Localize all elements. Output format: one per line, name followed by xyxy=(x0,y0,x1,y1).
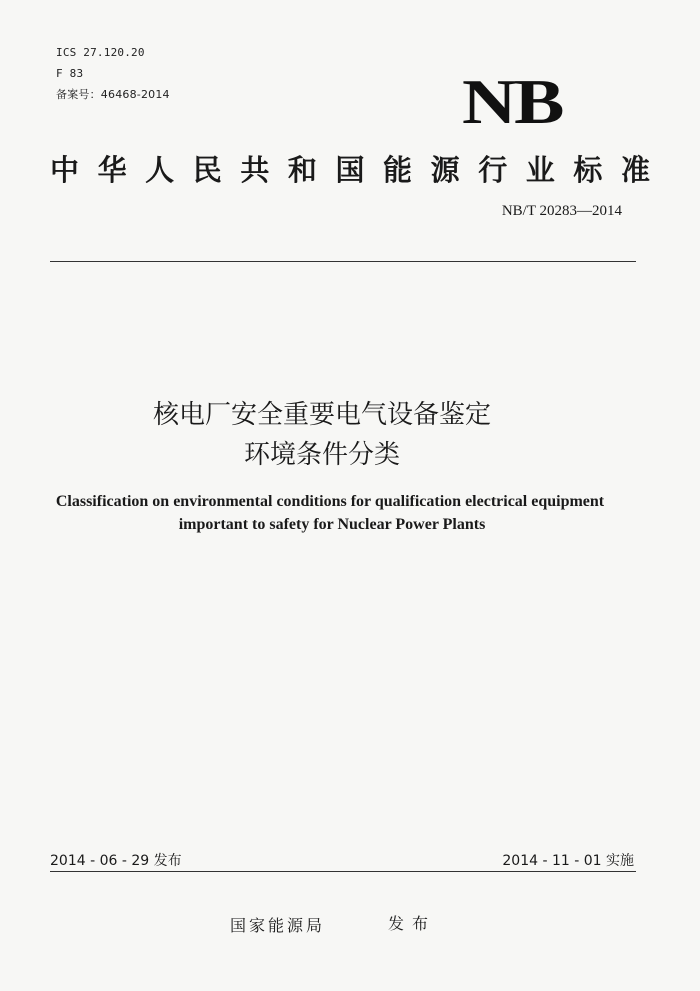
industry-title-char: 源 xyxy=(430,153,460,187)
bottom-divider xyxy=(50,871,636,872)
industry-title-char: 标 xyxy=(573,153,603,187)
publish-label: 发布 xyxy=(388,914,437,933)
chinese-title-line-1: 核电厂安全重要电气设备鉴定 xyxy=(152,400,491,430)
industry-title-char: 民 xyxy=(192,153,222,187)
english-title-line-1: Classification on environmental conditions for qualification electrical equipment xyxy=(55,493,605,510)
english-title-line-2: important to safety for Nuclear Power Plants xyxy=(178,516,486,533)
publisher-name: 国家能源局 xyxy=(230,916,326,935)
ics-code: ICS 27.120.20 xyxy=(56,46,145,59)
industry-title-char: 人 xyxy=(145,153,175,187)
industry-title-char: 能 xyxy=(383,153,413,187)
top-divider xyxy=(50,261,636,262)
industry-title-char: 国 xyxy=(335,153,365,187)
industry-standard-title xyxy=(50,148,650,189)
record-number: 备案号：46468-2014 xyxy=(56,88,170,101)
nb-logo: NB xyxy=(462,66,563,137)
industry-title-char: 共 xyxy=(240,153,270,187)
release-date: 2014 - 06 - 29 发布 xyxy=(50,853,182,869)
industry-title-char: 准 xyxy=(620,153,650,187)
industry-title-char: 华 xyxy=(97,153,127,187)
industry-title-char: 和 xyxy=(287,153,317,187)
classification-code: F 83 xyxy=(56,67,84,80)
industry-title-char: 中 xyxy=(50,153,80,187)
effective-date: 2014 - 11 - 01 实施 xyxy=(502,853,634,869)
chinese-title-line-2: 环境条件分类 xyxy=(243,440,400,470)
industry-title-char: 业 xyxy=(525,153,555,187)
industry-title-char: 行 xyxy=(478,153,508,187)
standard-number: NB/T 20283—2014 xyxy=(501,203,622,219)
